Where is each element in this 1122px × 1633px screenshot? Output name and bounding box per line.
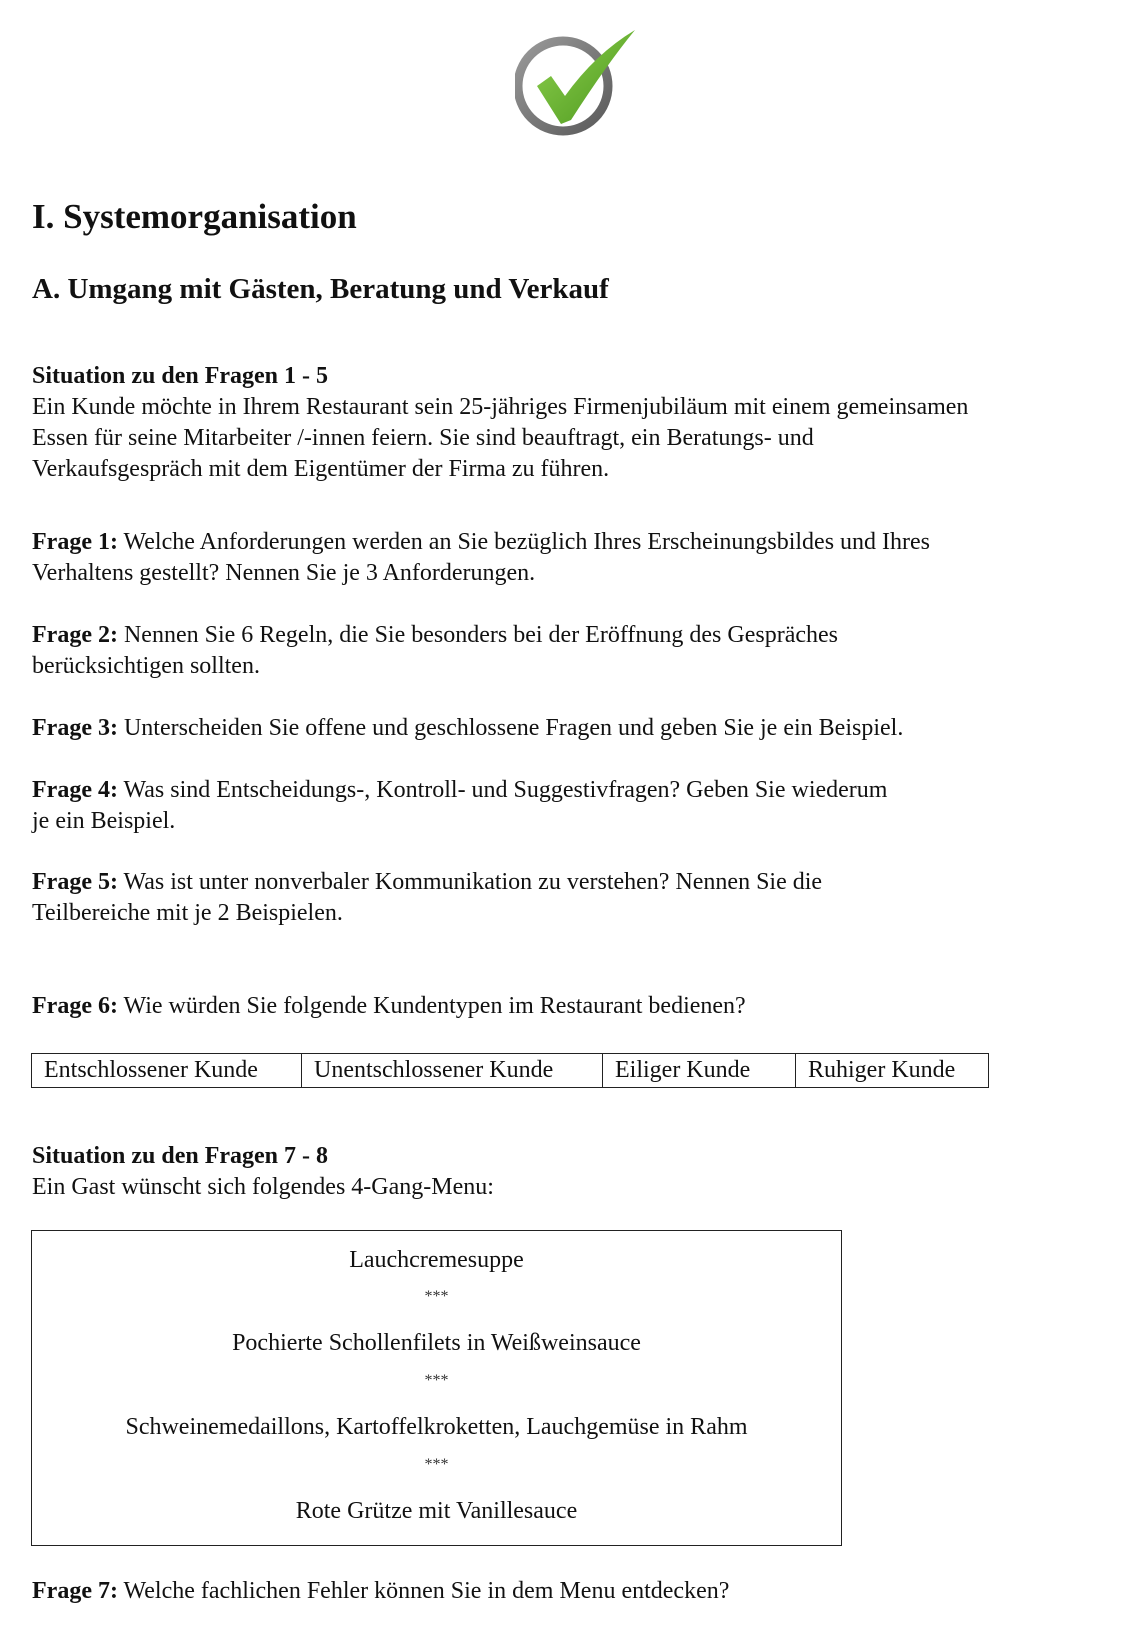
situation-1: [32, 361, 968, 485]
checkmark-icon: [515, 24, 655, 144]
table-cell: Eiliger Kunde: [603, 1054, 796, 1088]
question-2: [32, 620, 838, 682]
question-text: Wie würden Sie folgende Kundentypen im Restaurant bedienen?: [117, 993, 746, 1019]
menu-course: Schweinemedaillons, Kartoffelkroketten, Lauchgemüse in Rahm: [125, 1414, 748, 1440]
menu-course: Lauchcremesuppe: [349, 1247, 524, 1273]
question-text: Was sind Entscheidungs-, Kontroll- und Suggestivfragen? Geben Sie wiederum: [117, 777, 888, 803]
table-row: [32, 1054, 989, 1088]
menu-course: Rote Grütze mit Vanillesauce: [295, 1498, 578, 1524]
question-label: Frage 7:: [32, 1578, 118, 1604]
question-label: Frage 3:: [32, 715, 118, 741]
question-4: [32, 775, 887, 837]
menu-separator: ***: [424, 1372, 449, 1389]
menu-separator: ***: [424, 1456, 449, 1473]
question-7: [32, 1576, 729, 1607]
question-3: [32, 713, 903, 744]
question-6: [32, 991, 746, 1022]
situation-2-line: Ein Gast wünscht sich folgendes 4-Gang-Menu:: [32, 1174, 494, 1200]
situation-1-title: Situation zu den Fragen 1 - 5: [32, 363, 329, 389]
table-cell: Ruhiger Kunde: [796, 1054, 989, 1088]
question-label: Frage 5:: [32, 869, 118, 895]
question-5: [32, 867, 822, 929]
situation-2-title: Situation zu den Fragen 7 - 8: [32, 1143, 329, 1169]
question-text: Was ist unter nonverbaler Kommunikation zu verstehen? Nennen Sie die: [117, 869, 823, 895]
menu-separator: ***: [424, 1288, 449, 1305]
question-text: Welche Anforderungen werden an Sie bezüglich Ihres Erscheinungsbildes und Ihres: [117, 529, 931, 555]
question-text: berücksichtigen sollten.: [32, 653, 260, 679]
section-heading: A. Umgang mit Gästen, Beratung und Verkauf: [32, 273, 609, 305]
main-heading: I. Systemorganisation: [32, 197, 357, 236]
question-label: Frage 4:: [32, 777, 118, 803]
situation-1-line: Verkaufsgespräch mit dem Eigentümer der Firma zu führen.: [32, 456, 610, 482]
customer-types-table: [31, 1053, 989, 1088]
situation-1-line: Essen für seine Mitarbeiter /-innen feiern. Sie sind beauftragt, ein Beratungs- und: [32, 425, 814, 451]
question-text: Verhaltens gestellt? Nennen Sie je 3 Anforderungen.: [32, 560, 536, 586]
question-1: [32, 527, 930, 589]
question-text: Teilbereiche mit je 2 Beispielen.: [32, 900, 343, 926]
question-label: Frage 6:: [32, 993, 118, 1019]
menu-box: [31, 1230, 842, 1546]
question-text: Nennen Sie 6 Regeln, die Sie besonders bei der Eröffnung des Gespräches: [117, 622, 838, 648]
table-cell: Unentschlossener Kunde: [302, 1054, 603, 1088]
question-text: Welche fachlichen Fehler können Sie in dem Menu entdecken?: [117, 1578, 730, 1604]
question-label: Frage 2:: [32, 622, 118, 648]
question-label: Frage 1:: [32, 529, 118, 555]
question-text: Unterscheiden Sie offene und geschlossene Fragen und geben Sie je ein Beispiel.: [117, 715, 904, 741]
question-text: je ein Beispiel.: [32, 808, 176, 834]
menu-course: Pochierte Schollenfilets in Weißweinsauce: [232, 1330, 641, 1356]
situation-2: [32, 1141, 494, 1203]
situation-1-line: Ein Kunde möchte in Ihrem Restaurant sein 25-jähriges Firmenjubiläum mit einem gemeinsamen: [32, 394, 969, 420]
table-cell: Entschlossener Kunde: [32, 1054, 302, 1088]
